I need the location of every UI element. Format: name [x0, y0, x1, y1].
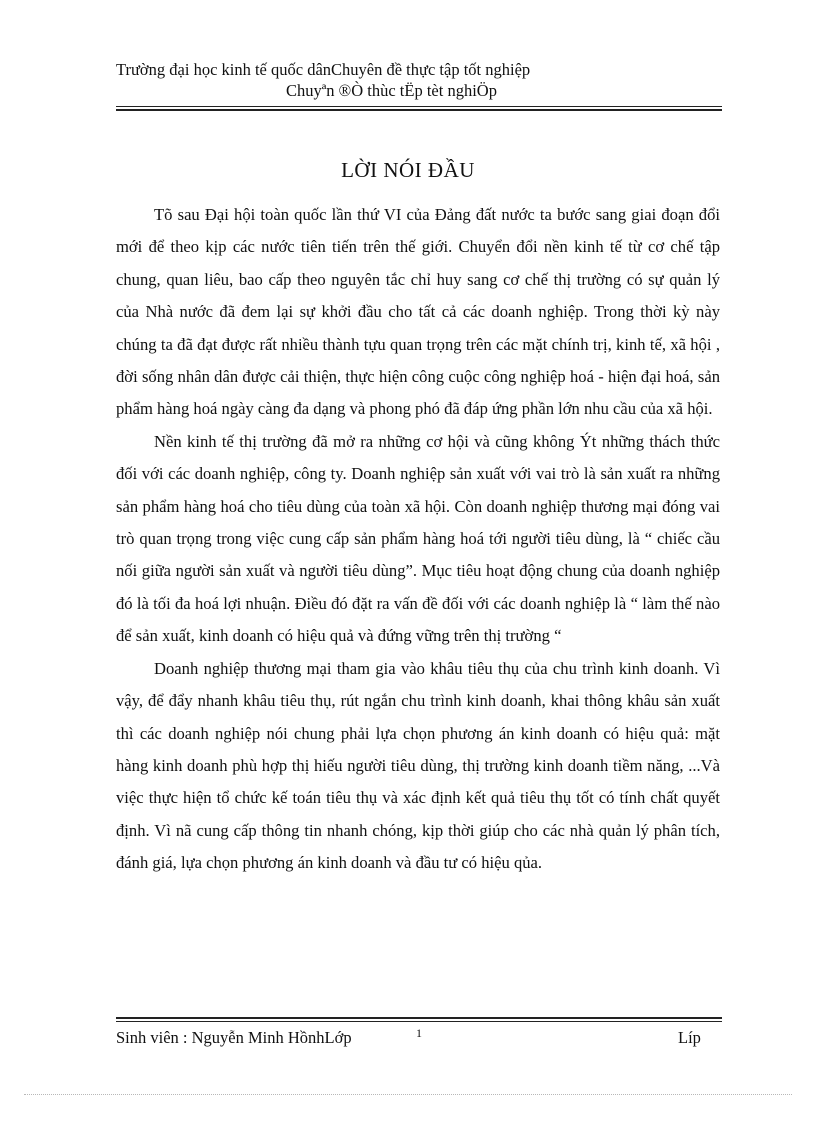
header-divider: [116, 106, 722, 107]
paragraph-2: Nền kinh tế thị trường đã mở ra những cơ hội và cũng không Ýt những thách thức đối với các doanh nghiệp, công ty. Doanh nghiệp sản xuất với vai trò là sản xuất ra những sản phẩm hàng hoá cho tiêu dùng của toàn xã hội. Còn doanh nghiệp thương mại đóng vai trò quan trọng trong việc cung cấp sản phẩm hàng hoá tới người tiêu dùng, là “ chiếc cầu nối giữa người sản xuất và người tiêu dùng”. Mục tiêu hoạt động chung của doanh nghiệp đó là tối đa hoá lợi nhuận. Điều đó đặt ra vấn đề đối với các doanh nghiệp là “ làm thế nào để sản xuất, kinh doanh có hiệu quả và đứng vững trên thị trường “: [116, 431, 720, 646]
page-number: 1: [416, 1026, 422, 1040]
page-break-line: [24, 1094, 792, 1095]
paragraph-1: Tõ sau Đại hội toàn quốc lần thứ VI của Đảng đất nước ta bước sang giai đoạn đổi mới để theo kịp các nước tiên tiến trên thế giới. Chuyển đổi nền kinh tế từ cơ chế tập chung, quan liêu, bao cấp theo nguyên tắc chỉ huy sang cơ chế thị trường có sự quản lý của Nhà nước đã đem lại sự khởi đầu cho tất cả các doanh nghiệp. Trong thời kỳ này chúng ta đã đạt được rất nhiều thành tựu quan trọng trên các mặt chính trị, kinh tế, xã hội , đời sống nhân dân được cải thiện, thực hiện công cuộc công nghiệp hoá - hiện đại hoá, sản phẩm hàng hoá ngày càng đa dạng và phong phó đã đáp ứng phần lớn nhu cầu của xã hội.: [116, 205, 720, 419]
header-school-title: Trường đại học kinh tế quốc dânChuyên đề thực tập tốt nghiệp: [116, 60, 531, 79]
header-report-title: Chuyªn ®Ò thùc tËp tèt nghiÖp: [286, 81, 497, 100]
paragraph-3: Doanh nghiệp thương mại tham gia vào khâu tiêu thụ của chu trình kinh doanh. Vì vậy, để đẩy nhanh khâu tiêu thụ, rút ngắn chu trình kinh doanh, khai thông khâu sản xuất thì các doanh nghiệp nói chung phải lựa chọn phương án kinh doanh có hiệu quả: mặt hàng kinh doanh phù hợp thị hiếu người tiêu dùng, thị trường kinh doanh tiềm năng, ...Và việc thực hiện tổ chức kế toán tiêu thụ và xác định kết quả tiêu thụ tốt có tính chất quyết định. Vì nã cung cấp thông tin nhanh chóng, kịp thời giúp cho các nhà quản lý phân tích, đánh giá, lựa chọn phương án kinh doanh và đầu tư có hiệu qủa.: [116, 658, 720, 873]
footer-student-name: Sinh viên : Nguyễn Minh HồnhLớp: [116, 1028, 352, 1047]
footer-divider: [116, 1021, 722, 1022]
body-text: [116, 199, 720, 880]
page-title: LỜI NÓI ĐẦU: [341, 158, 475, 182]
footer-class-label: Líp: [678, 1028, 701, 1047]
footer-divider-thick: [116, 1017, 722, 1019]
header-divider-thick: [116, 109, 722, 111]
